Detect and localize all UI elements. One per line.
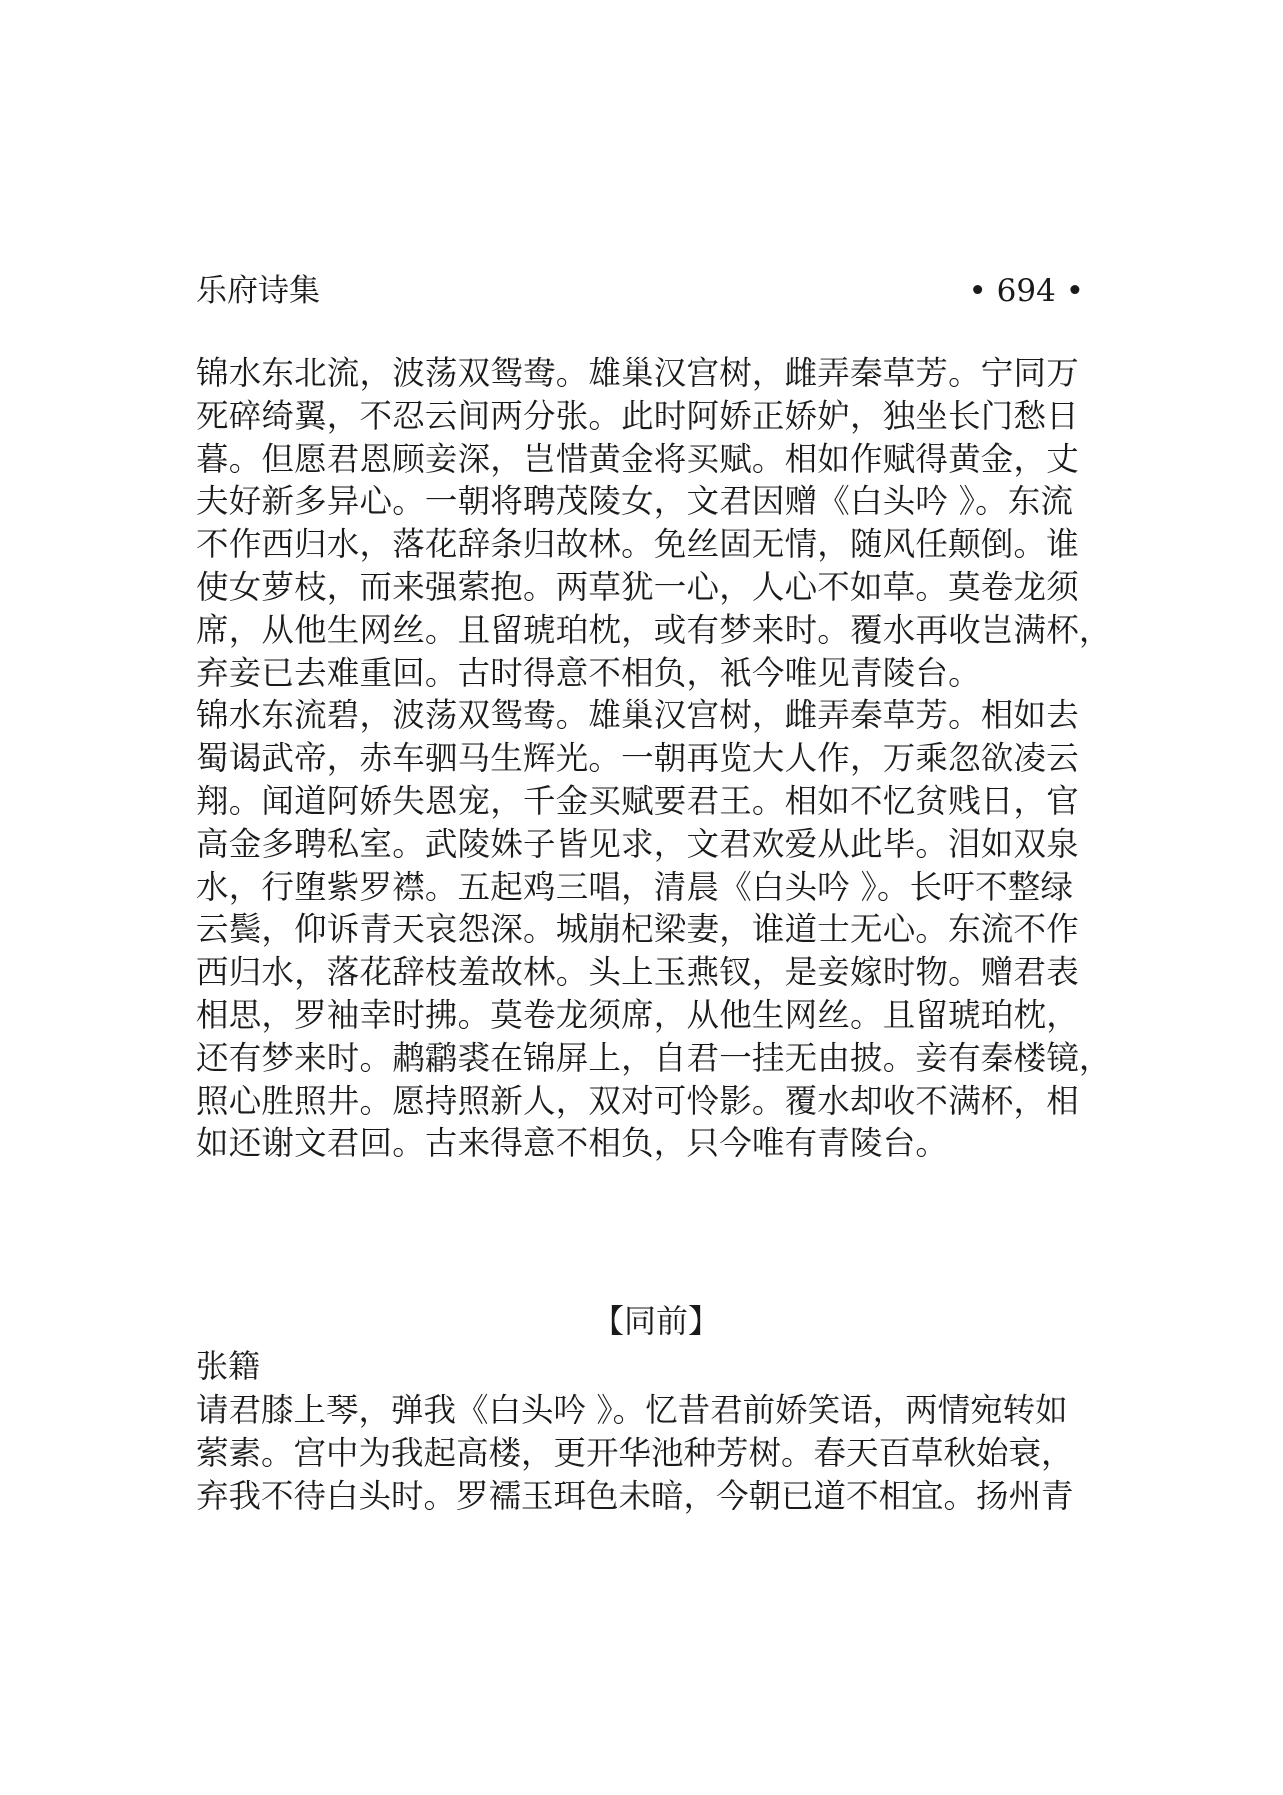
- poem-2-line: 锦水东流碧，波荡双鸳鸯。雄巢汉宫树，雌弄秦草芳。相如去: [196, 696, 1079, 735]
- body-text: [196, 352, 1112, 1165]
- poem-2-line: 西归水，落花辞枝羞故林。头上玉燕钗，是妾嫁时物。赠君表: [196, 953, 1079, 992]
- document-page: [196, 268, 1112, 1518]
- poem-1-line: 使女萝枝，而来强萦抱。两草犹一心，人心不如草。莫卷龙须: [196, 567, 1079, 606]
- poem-2-line: 云鬓，仰诉青天哀怨深。城崩杞梁妻，谁道士无心。东流不作: [196, 910, 1079, 949]
- poem-2-line: 翔。闻道阿娇失恩宠，千金买赋要君王。相如不忆贫贱日，官: [196, 781, 1079, 820]
- poem-2-line: 水，行堕紫罗襟。五起鸡三唱，清晨《白头吟 》。长吁不整绿: [196, 867, 1074, 906]
- poem-1-line: 弃妾已去难重回。古时得意不相负，衹今唯见青陵台。: [196, 653, 981, 692]
- book-title: 乐府诗集: [196, 273, 320, 309]
- poem-1-line: 暮。但愿君恩顾妾深，岂惜黄金将买赋。相如作赋得黄金，丈: [196, 439, 1079, 478]
- poem-2-line: 照心胜照井。愿持照新人，双对可怜影。覆水却收不满杯，相: [196, 1081, 1079, 1120]
- author-name: 张籍: [196, 1347, 261, 1386]
- poem-1: [196, 352, 1112, 694]
- poem-3-line: 弃我不待白头时。罗襦玉珥色未暗，今朝已道不相宜。扬州青: [196, 1477, 1074, 1516]
- poem-2: [196, 694, 1112, 1165]
- poem-2-line: 高金多聘私室。武陵姝子皆见求，文君欢爱从此毕。泪如双泉: [196, 824, 1079, 863]
- poem-1-line: 不作西归水，落花辞条归故林。免丝固无情，随风任颠倒。谁: [196, 525, 1079, 564]
- page-number: • 694 •: [968, 273, 1084, 309]
- poem-1-line: 席，从他生网丝。且留琥珀枕，或有梦来时。覆水再收岂满杯，: [196, 610, 1112, 649]
- poem-2-line: 相思，罗袖幸时拂。莫卷龙须席，从他生网丝。且留琥珀枕，: [196, 995, 1079, 1034]
- poem-1-line: 锦水东北流，波荡双鸳鸯。雄巢汉宫树，雌弄秦草芳。宁同万: [196, 354, 1079, 392]
- poem-2-line: 如还谢文君回。古来得意不相负，只今唯有青陵台。: [196, 1124, 949, 1163]
- poem-2-line: 蜀谒武帝，赤车驷马生辉光。一朝再览大人作，万乘忽欲凌云: [196, 739, 1079, 778]
- poem-3-line: 请君膝上琴，弹我《白头吟 》。忆昔君前娇笑语，两情宛转如: [196, 1391, 1068, 1430]
- poem-1-line: 死碎绮翼，不忍云间两分张。此时阿娇正娇妒，独坐长门愁日: [196, 396, 1079, 435]
- poem-1-line: 夫好新多异心。一朝将聘茂陵女，文君因赠《白头吟 》。东流: [196, 482, 1074, 521]
- poem-3: [196, 1389, 1096, 1518]
- page-header: [196, 268, 1096, 314]
- poem-2-line: 还有梦来时。鹔鹴裘在锦屏上，自君一挂无由披。妾有秦楼镜，: [196, 1038, 1112, 1077]
- section-title: 【同前】: [591, 1302, 720, 1341]
- poem-3-line: 萦素。宫中为我起高楼，更开华池种芳树。春天百草秋始衰，: [196, 1434, 1074, 1473]
